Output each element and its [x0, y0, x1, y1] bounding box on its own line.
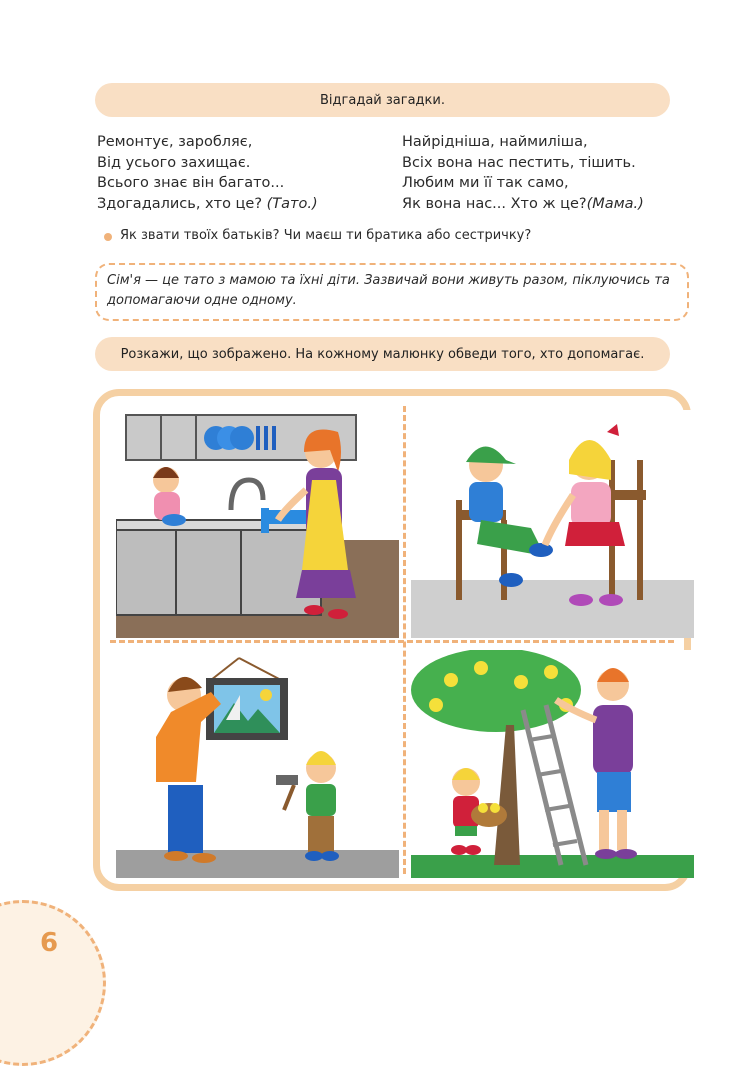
page-number: 6	[40, 928, 59, 958]
riddle-answer: (Тато.)	[266, 195, 318, 212]
task-title-pictures	[95, 337, 670, 371]
pictures-frame	[93, 389, 691, 891]
hanging-illustration	[116, 650, 399, 878]
riddle-line: Найрідніша, наймиліша,	[402, 134, 588, 150]
riddle-line: Любим ми її так само,	[402, 175, 569, 191]
divider-horizontal	[110, 640, 674, 643]
bullet-icon	[104, 233, 112, 241]
riddle-line-last	[402, 194, 702, 215]
riddle-line: Всіх вона нас пестить, тішить.	[402, 154, 636, 171]
apples-illustration	[411, 650, 694, 878]
picture-apples[interactable]	[411, 650, 694, 878]
note-text: — це тато з мамою та їхні діти. Зазвичай вони живуть разом, піклуючись та допомагаючи одне одному.	[107, 273, 670, 308]
task-title-text: Відгадай загадки.	[320, 92, 445, 108]
kitchen-illustration	[116, 410, 399, 638]
riddle-line: Всього знає він багато...	[97, 175, 285, 191]
page-corner-decoration	[0, 900, 106, 1066]
riddle-line-last	[97, 194, 387, 215]
task-title-riddles	[95, 83, 670, 117]
shoes-illustration	[411, 410, 694, 638]
riddle-line: Здогадались, хто це?	[97, 195, 263, 212]
riddle-right	[402, 132, 702, 214]
note-term: Сім'я	[107, 273, 141, 288]
question-text: Як звати твоїх батьків? Чи маєш ти братика або сестричку?	[120, 228, 532, 243]
picture-kitchen[interactable]	[116, 410, 399, 638]
riddle-line: Як вона нас... Хто ж це?	[402, 195, 587, 212]
riddle-line: Від усього захищає.	[97, 154, 251, 171]
riddle-answer: (Мама.)	[586, 195, 644, 212]
task-title-text: Розкажи, що зображено. На кожному малюнку обведи того, хто допомагає.	[120, 346, 645, 362]
picture-hanging[interactable]	[116, 650, 399, 878]
riddle-left	[97, 132, 387, 214]
picture-shoes[interactable]	[411, 410, 694, 638]
riddle-line: Ремонтує, заробляє,	[97, 134, 253, 150]
family-definition-note	[95, 263, 689, 321]
